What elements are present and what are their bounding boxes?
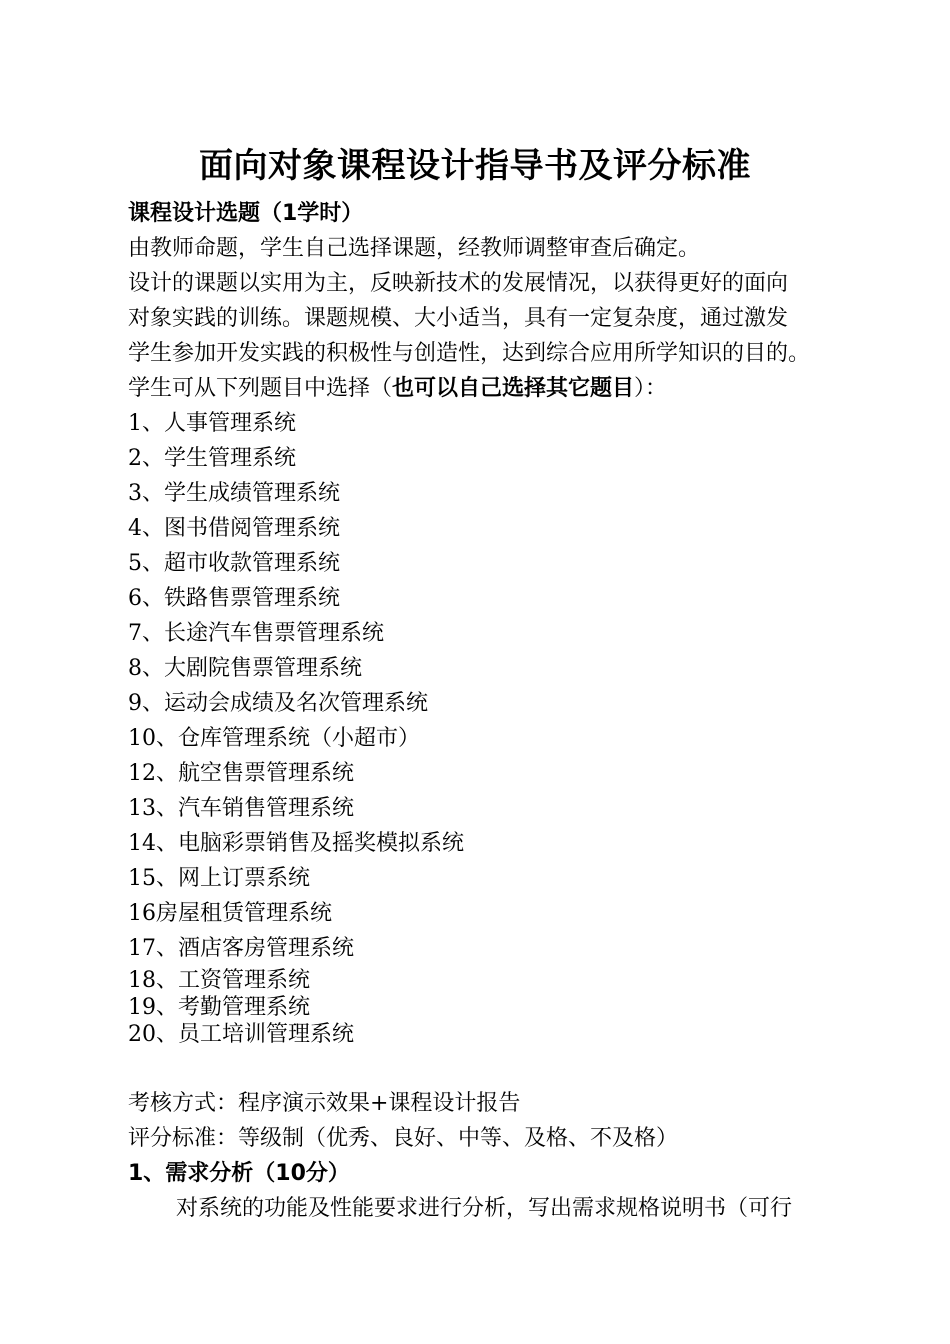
topic-item: 12、航空售票管理系统	[128, 761, 354, 786]
topic-item: 20、员工培训管理系统	[128, 1022, 354, 1047]
topic-item: 13、汽车销售管理系统	[128, 796, 354, 821]
topic-item: 2、学生管理系统	[128, 446, 296, 471]
paragraph-line: 设计的课题以实用为主，反映新技术的发展情况，以获得更好的面向	[128, 271, 789, 296]
topic-item: 4、图书借阅管理系统	[128, 516, 340, 541]
topic-item: 8、大剧院售票管理系统	[128, 656, 362, 681]
section-heading-requirements: 1、需求分析（10分）	[128, 1161, 350, 1186]
topic-item: 7、长途汽车售票管理系统	[128, 621, 384, 646]
grading-criteria: 评分标准：等级制（优秀、良好、中等、及格、不及格）	[128, 1126, 679, 1151]
section-heading-topic: 课程设计选题（1学时）	[128, 201, 364, 226]
topic-item: 16房屋租赁管理系统	[128, 901, 332, 926]
topic-item: 3、学生成绩管理系统	[128, 481, 340, 506]
choose-instruction	[128, 374, 667, 404]
paragraph-line: 学生参加开发实践的积极性与创造性，达到综合应用所学知识的目的。	[128, 341, 811, 366]
topic-item: 18、工资管理系统	[128, 968, 310, 993]
topic-item: 9、运动会成绩及名次管理系统	[128, 691, 428, 716]
paragraph-line: 对象实践的训练。课题规模、大小适当，具有一定复杂度，通过激发	[128, 306, 789, 331]
topic-item: 6、铁路售票管理系统	[128, 586, 340, 611]
topic-item: 15、网上订票系统	[128, 866, 310, 891]
assessment-method: 考核方式：程序演示效果+课程设计报告	[128, 1091, 521, 1116]
topic-item: 14、电脑彩票销售及摇奖模拟系统	[128, 831, 464, 856]
choose-emphasis: 也可以自己选择其它题目	[392, 376, 635, 401]
topic-item: 10、仓库管理系统（小超市）	[128, 726, 420, 751]
requirements-text: 对系统的功能及性能要求进行分析，写出需求规格说明书（可行	[176, 1196, 793, 1221]
topic-item: 17、酒店客房管理系统	[128, 936, 354, 961]
choose-prefix: 学生可从下列题目中选择（	[128, 376, 393, 401]
document-title: 面向对象课程设计指导书及评分标准	[199, 146, 751, 186]
topic-item: 5、超市收款管理系统	[128, 551, 340, 576]
paragraph-intro: 由教师命题，学生自己选择课题，经教师调整审查后确定。	[128, 236, 701, 261]
choose-suffix: ）：	[634, 376, 668, 401]
topic-item: 19、考勤管理系统	[128, 995, 310, 1020]
topic-item: 1、人事管理系统	[128, 411, 296, 436]
